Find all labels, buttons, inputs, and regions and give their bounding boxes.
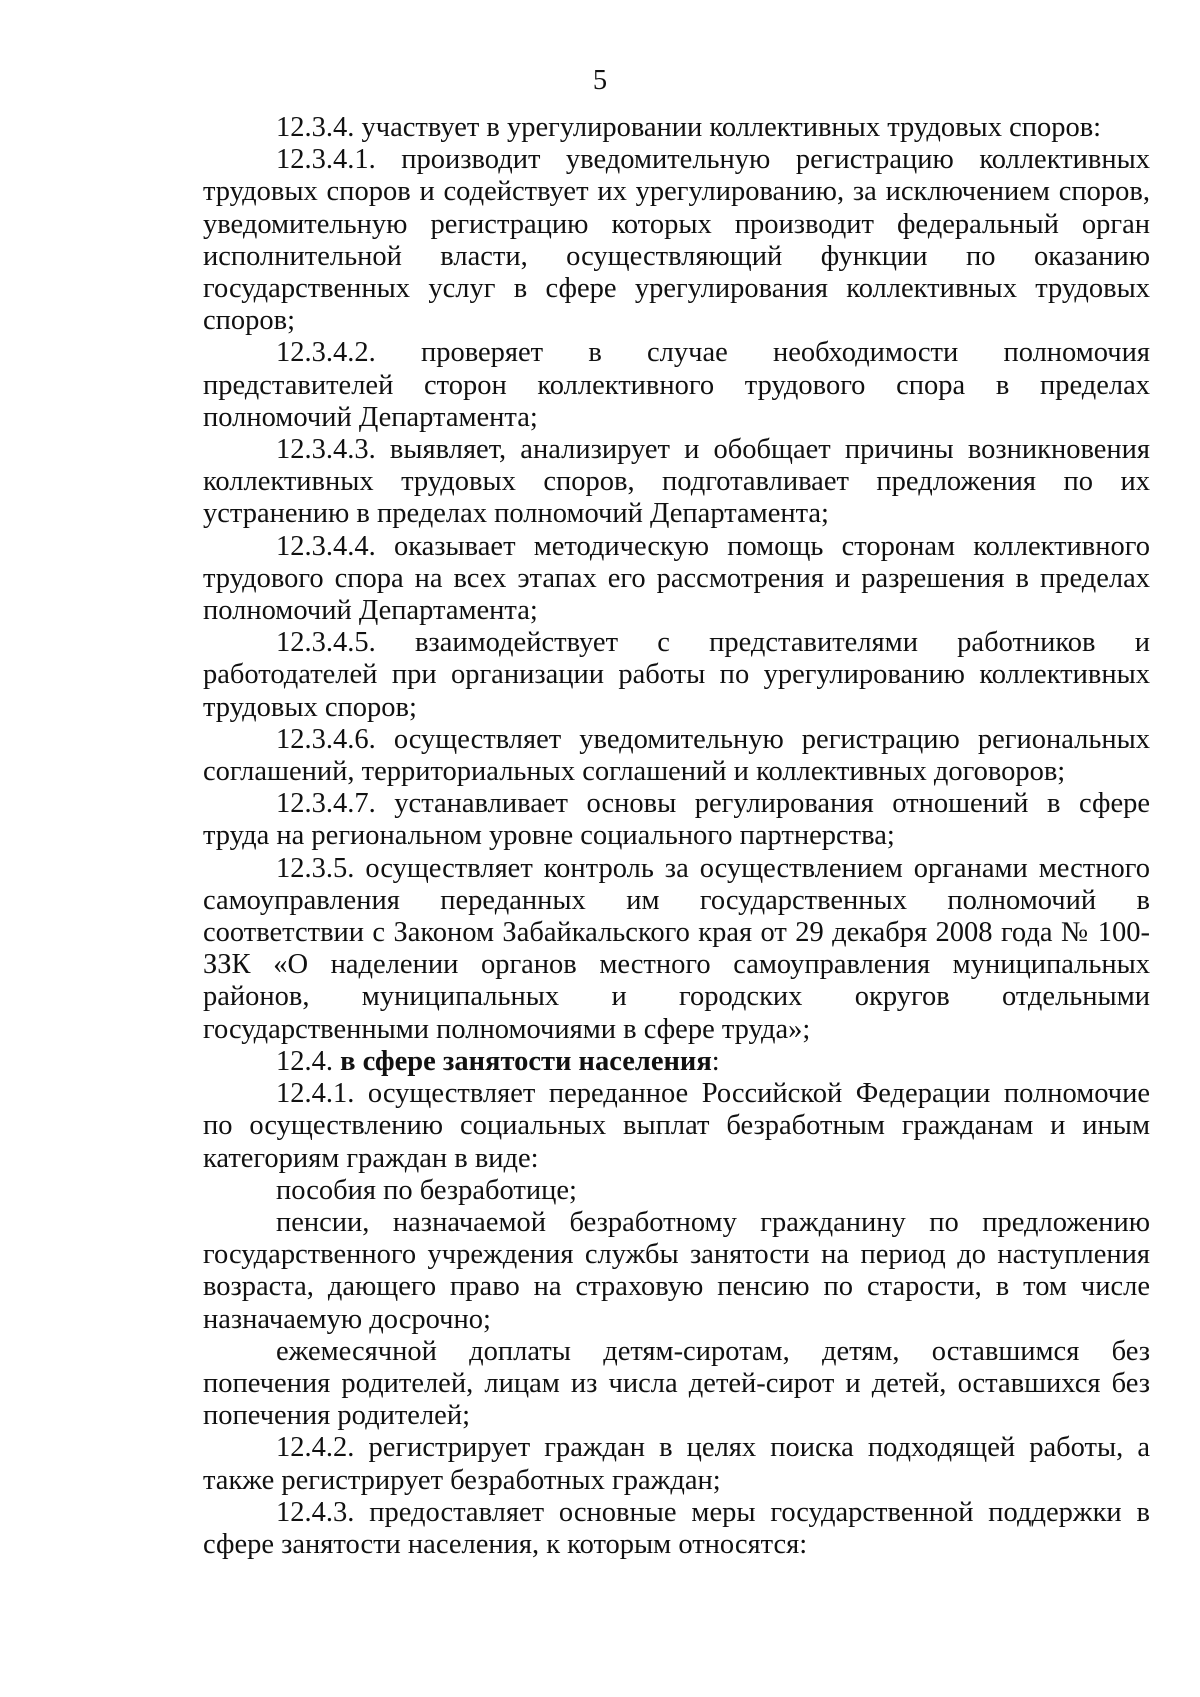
- paragraph-12-3-4-1: 12.3.4.1. производит уведомительную регистрацию коллективных трудовых споров и содействует их урегулированию, за исключением споров, уведомительную регистрацию которых производит федеральный орган исполнительной власти, осуществляющий функции по оказанию государственных услуг в сфере урегулирования коллективных трудовых споров;: [203, 144, 1150, 337]
- section-heading-12-4: [203, 1046, 1150, 1078]
- paragraph-12-4-1: 12.4.1. осуществляет переданное Российской Федерации полномочие по осуществлению социальных выплат безработным гражданам и иным категориям граждан в виде:: [203, 1078, 1150, 1174]
- paragraph-12-3-5: 12.3.5. осуществляет контроль за осуществлением органами местного самоуправления переданных им государственных полномочий в соответствии с Законом Забайкальского края от 29 декабря 2008 года № 100-ЗЗК «О наделении органов местного самоуправления муниципальных районов, муниципальных и городских округов отдельными государственными полномочиями в сфере труда»;: [203, 852, 1150, 1045]
- paragraph-12-3-4-5: 12.3.4.5. взаимодействует с представителями работников и работодателей при организации работы по урегулированию коллективных трудовых споров;: [203, 627, 1150, 723]
- paragraph-12-3-4-4: 12.3.4.4. оказывает методическую помощь сторонам коллективного трудового спора на всех этапах его рассмотрения и разрешения в пределах полномочий Департамента;: [203, 530, 1150, 627]
- section-title: в сфере занятости населения: [340, 1045, 712, 1077]
- section-number: 12.4.: [276, 1045, 341, 1077]
- paragraph-12-3-4: 12.3.4. участвует в урегулировании коллективных трудовых споров:: [276, 112, 1102, 143]
- list-item-unemployment-benefit: пособия по безработице;: [276, 1174, 577, 1206]
- section-colon: :: [711, 1045, 720, 1077]
- list-item-pension: пенсии, назначаемой безработному гражданину по предложению государственного учреждения службы занятости на период до наступления возраста, дающего право на страховую пенсию по старости, в том числе назначаемую досрочно;: [203, 1206, 1150, 1335]
- paragraph-12-4-3: 12.4.3. предоставляет основные меры государственной поддержки в сфере занятости населения, к которым относятся:: [203, 1496, 1150, 1560]
- list-item-monthly-supplement: ежемесячной доплаты детям-сиротам, детям, оставшимся без попечения родителей, лицам из числа детей-сирот и детей, оставшихся без попечения родителей;: [203, 1335, 1150, 1432]
- paragraph-12-3-4-6: 12.3.4.6. осуществляет уведомительную регистрацию региональных соглашений, территориальных соглашений и коллективных договоров;: [203, 723, 1150, 788]
- paragraph-12-3-4-7: 12.3.4.7. устанавливает основы регулирования отношений в сфере труда на региональном уровне социального партнерства;: [203, 788, 1150, 852]
- page-number: 5: [592, 65, 608, 96]
- paragraph-12-3-4-3: 12.3.4.3. выявляет, анализирует и обобщает причины возникновения коллективных трудовых споров, подготавливает предложения по их устранению в пределах полномочий Департамента;: [203, 434, 1150, 530]
- paragraph-12-4-2: 12.4.2. регистрирует граждан в целях поиска подходящей работы, а также регистрирует безработных граждан;: [203, 1432, 1150, 1496]
- document-body: [203, 112, 1150, 1561]
- paragraph-12-3-4-2: 12.3.4.2. проверяет в случае необходимости полномочия представителей сторон коллективного трудового спора в пределах полномочий Департамента;: [203, 337, 1150, 433]
